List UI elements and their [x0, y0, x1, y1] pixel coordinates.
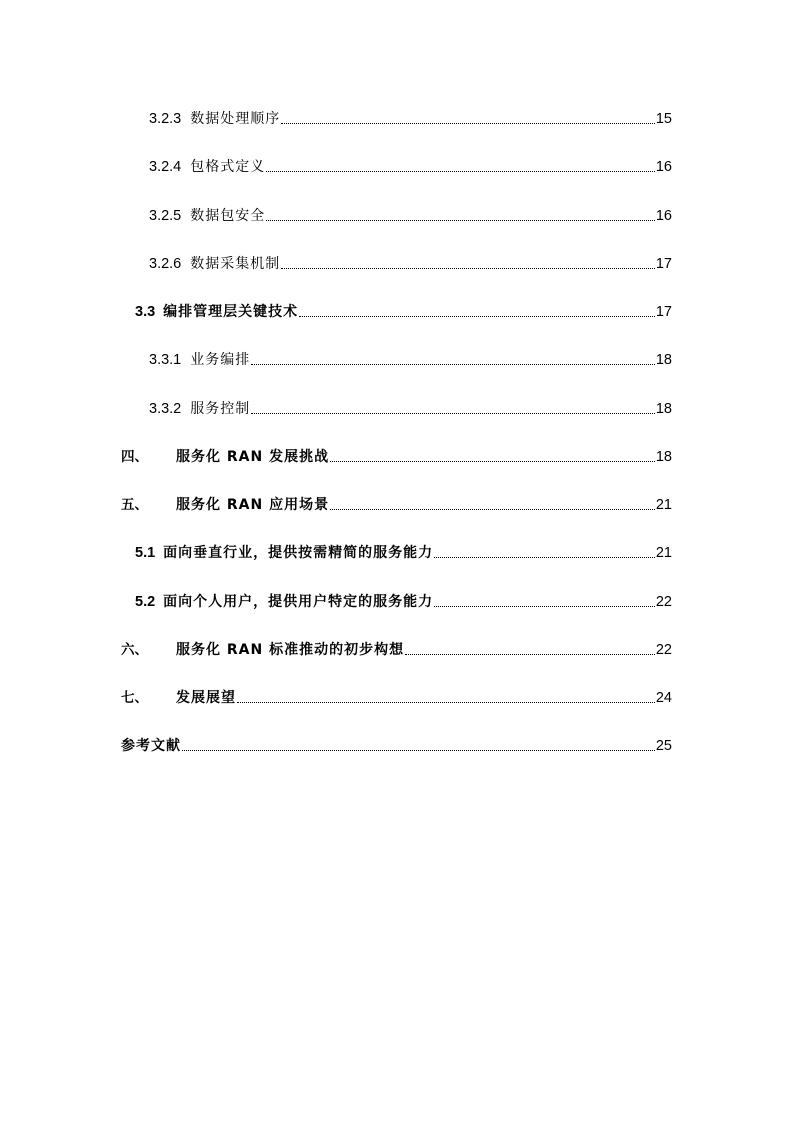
toc-entry-title: 数据处理顺序	[190, 111, 281, 127]
toc-entry-number: 3.3.2	[149, 401, 182, 417]
toc-entry-page: 21	[655, 497, 672, 513]
toc-entry-number: 五、	[121, 497, 148, 513]
toc-entry-page: 21	[655, 545, 672, 561]
toc-entry-chapter-4[interactable]	[121, 444, 672, 466]
toc-entry-number: 5.1	[135, 545, 156, 561]
toc-entry-3-2-4[interactable]	[149, 154, 672, 176]
toc-entry-page: 25	[655, 738, 672, 754]
dot-leader	[434, 557, 655, 558]
dot-leader	[266, 220, 655, 221]
dot-leader	[434, 606, 655, 607]
toc-entry-5-1[interactable]	[135, 540, 672, 562]
toc-entry-page: 22	[655, 594, 672, 610]
toc-entry-chapter-7[interactable]	[121, 685, 672, 707]
toc-entry-title: 发展展望	[176, 690, 236, 706]
toc-entry-page: 22	[655, 642, 672, 658]
toc-entry-number: 六、	[121, 642, 148, 658]
toc-entry-page: 17	[655, 256, 672, 272]
toc-entry-title: 数据包安全	[190, 208, 266, 224]
toc-entry-number: 七、	[121, 690, 148, 706]
toc-entry-number: 四、	[121, 449, 148, 465]
toc-entry-title: 面向垂直行业，提供按需精简的服务能力	[163, 545, 434, 561]
toc-entry-number: 5.2	[135, 594, 156, 610]
toc-entry-title: 参考文献	[121, 738, 181, 754]
dot-leader	[281, 268, 655, 269]
toc-entry-title: 服务控制	[190, 401, 251, 417]
dot-leader	[251, 364, 655, 365]
toc-entry-page: 18	[655, 352, 672, 368]
toc-entry-5-2[interactable]	[135, 589, 672, 611]
dot-leader	[330, 461, 655, 462]
toc-entry-page: 16	[655, 208, 672, 224]
toc-entry-page: 18	[655, 401, 672, 417]
toc-entry-title: 业务编排	[190, 352, 251, 368]
toc-entry-chapter-6[interactable]	[121, 637, 672, 659]
toc-entry-3-3-1[interactable]	[149, 347, 672, 369]
toc-entry-page: 18	[655, 449, 672, 465]
dot-leader	[237, 702, 655, 703]
dot-leader	[266, 171, 655, 172]
toc-entry-number: 3.2.4	[149, 159, 182, 175]
toc-entry-number: 3.2.5	[149, 208, 182, 224]
toc-entry-title: 面向个人用户，提供用户特定的服务能力	[163, 594, 434, 610]
toc-entry-references[interactable]	[121, 733, 672, 755]
toc-entry-title: 服务化 RAN 标准推动的初步构想	[176, 642, 405, 658]
dot-leader	[251, 413, 655, 414]
dot-leader	[299, 316, 655, 317]
dot-leader	[182, 750, 655, 751]
toc-entry-3-3-2[interactable]	[149, 396, 672, 418]
toc-entry-title: 服务化 RAN 发展挑战	[176, 449, 330, 465]
toc-entry-number: 3.2.6	[149, 256, 182, 272]
toc-entry-page: 17	[655, 304, 672, 320]
dot-leader	[330, 509, 655, 510]
toc-entry-number: 3.3	[135, 304, 156, 320]
toc-entry-page: 15	[655, 111, 672, 127]
dot-leader	[281, 123, 655, 124]
toc-entry-chapter-5[interactable]	[121, 492, 672, 514]
toc-entry-number: 3.2.3	[149, 111, 182, 127]
toc-entry-3-2-5[interactable]	[149, 203, 672, 225]
toc-entry-title: 数据采集机制	[190, 256, 281, 272]
dot-leader	[405, 654, 655, 655]
toc-entry-3-2-3[interactable]	[149, 106, 672, 128]
toc-entry-3-3[interactable]	[135, 299, 672, 321]
toc-entry-page: 24	[655, 690, 672, 706]
toc-entry-title: 编排管理层关键技术	[163, 304, 299, 320]
toc-entry-3-2-6[interactable]	[149, 251, 672, 273]
toc-entry-page: 16	[655, 159, 672, 175]
toc-entry-number: 3.3.1	[149, 352, 182, 368]
toc-entry-title: 服务化 RAN 应用场景	[176, 497, 330, 513]
toc-entry-title: 包格式定义	[190, 159, 266, 175]
